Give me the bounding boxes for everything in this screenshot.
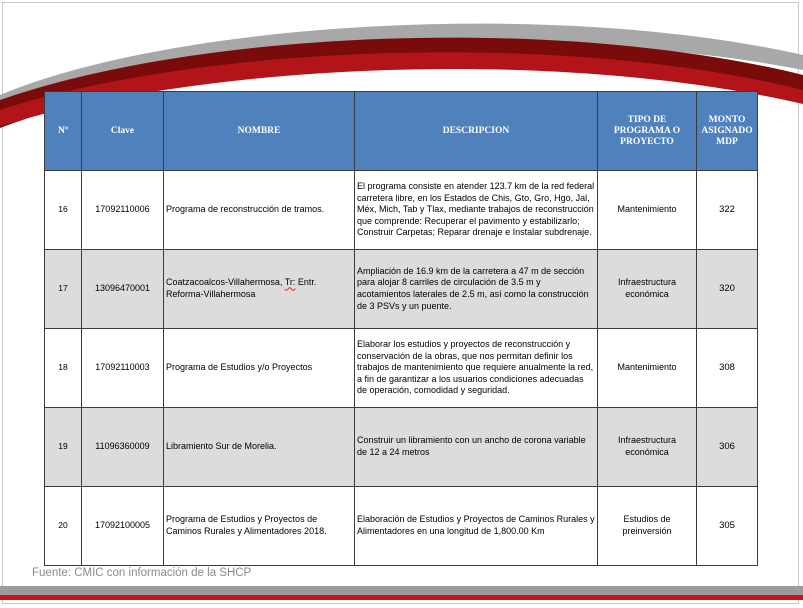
cell-monto: 305 bbox=[697, 487, 758, 566]
cell-descripcion: Elaborar los estudios y proyectos de reconstrucción y conservación de la obras, que nos permitan definir los trabajos de mantenimiento que requiere anualmente la red, a fin de garantizar a los usuarios condiciones adecuadas de operación, comodidad y seguridad. bbox=[355, 329, 598, 408]
cell-tipo: Estudios de preinversión bbox=[598, 487, 697, 566]
table-row bbox=[45, 250, 758, 329]
cell-nombre: Programa de Estudios y/o Proyectos bbox=[164, 329, 355, 408]
cell-tipo: Mantenimiento bbox=[598, 329, 697, 408]
cell-nombre: Libramiento Sur de Morelia. bbox=[164, 408, 355, 487]
cell-tipo: Mantenimiento bbox=[598, 171, 697, 250]
cell-descripcion: Elaboración de Estudios y Proyectos de Caminos Rurales y Alimentadores en una longitud de 1,800.00 Km bbox=[355, 487, 598, 566]
table-row bbox=[45, 329, 758, 408]
cell-clave: 13096470001 bbox=[82, 250, 164, 329]
table-header-row bbox=[45, 92, 758, 171]
header-tipo: TIPO DE PROGRAMA O PROYECTO bbox=[598, 92, 697, 171]
table-row bbox=[45, 487, 758, 566]
cell-num: 19 bbox=[45, 408, 82, 487]
header-num: Nº bbox=[45, 92, 82, 171]
cell-descripcion: Construir un libramiento con un ancho de corona variable de 12 a 24 metros bbox=[355, 408, 598, 487]
footer-red-stripe bbox=[0, 595, 803, 600]
cell-monto: 306 bbox=[697, 408, 758, 487]
cell-descripcion: El programa consiste en atender 123.7 km de la red federal carretera libre, en los Estados de Chis, Gto, Gro, Hgo, Jal, Méx, Mich, Tab y Tlax, mediante trabajos de reconstrucción que comprende: Recuperar el pavimento y estabilizarlo; Construir Carpetas; Reparar drenaje e Instalar subdrenaje. bbox=[355, 171, 598, 250]
table-row bbox=[45, 408, 758, 487]
footer-decorative-band bbox=[0, 586, 803, 608]
cell-tipo: Infraestructura económica bbox=[598, 408, 697, 487]
table-row bbox=[45, 171, 758, 250]
cell-clave: 17092110006 bbox=[82, 171, 164, 250]
cell-tipo: Infraestructura económica bbox=[598, 250, 697, 329]
cell-monto: 322 bbox=[697, 171, 758, 250]
header-descripcion: DESCRIPCION bbox=[355, 92, 598, 171]
cell-nombre: Programa de reconstrucción de tramos. bbox=[164, 171, 355, 250]
footer-gray-stripe bbox=[0, 586, 803, 595]
cell-clave: 11096360009 bbox=[82, 408, 164, 487]
cell-descripcion: Ampliación de 16.9 km de la carretera a 47 m de sección para alojar 8 carriles de circulación de 3.5 m y acotamientos laterales de 2.5 m, así como la construcción de 3 PSVs y un puente. bbox=[355, 250, 598, 329]
source-note: Fuente: CMIC con información de la SHCP bbox=[32, 567, 252, 579]
header-clave: Clave bbox=[82, 92, 164, 171]
nombre-text-part: Entr. Reforma-Villahermosa bbox=[166, 277, 317, 299]
header-nombre: NOMBRE bbox=[164, 92, 355, 171]
cell-nombre: Programa de Estudios y Proyectos de Caminos Rurales y Alimentadores 2018. bbox=[164, 487, 355, 566]
cell-num: 18 bbox=[45, 329, 82, 408]
cell-nombre bbox=[164, 250, 355, 329]
cell-num: 17 bbox=[45, 250, 82, 329]
cell-monto: 308 bbox=[697, 329, 758, 408]
spellcheck-flagged-word: Tr: bbox=[284, 277, 296, 288]
cell-monto: 320 bbox=[697, 250, 758, 329]
programs-table bbox=[44, 91, 758, 566]
nombre-text-part: Coatzacoalcos-Villahermosa, bbox=[166, 277, 285, 288]
cell-num: 16 bbox=[45, 171, 82, 250]
header-monto: MONTO ASIGNADO MDP bbox=[697, 92, 758, 171]
cell-clave: 17092100005 bbox=[82, 487, 164, 566]
cell-clave: 17092110003 bbox=[82, 329, 164, 408]
cell-num: 20 bbox=[45, 487, 82, 566]
